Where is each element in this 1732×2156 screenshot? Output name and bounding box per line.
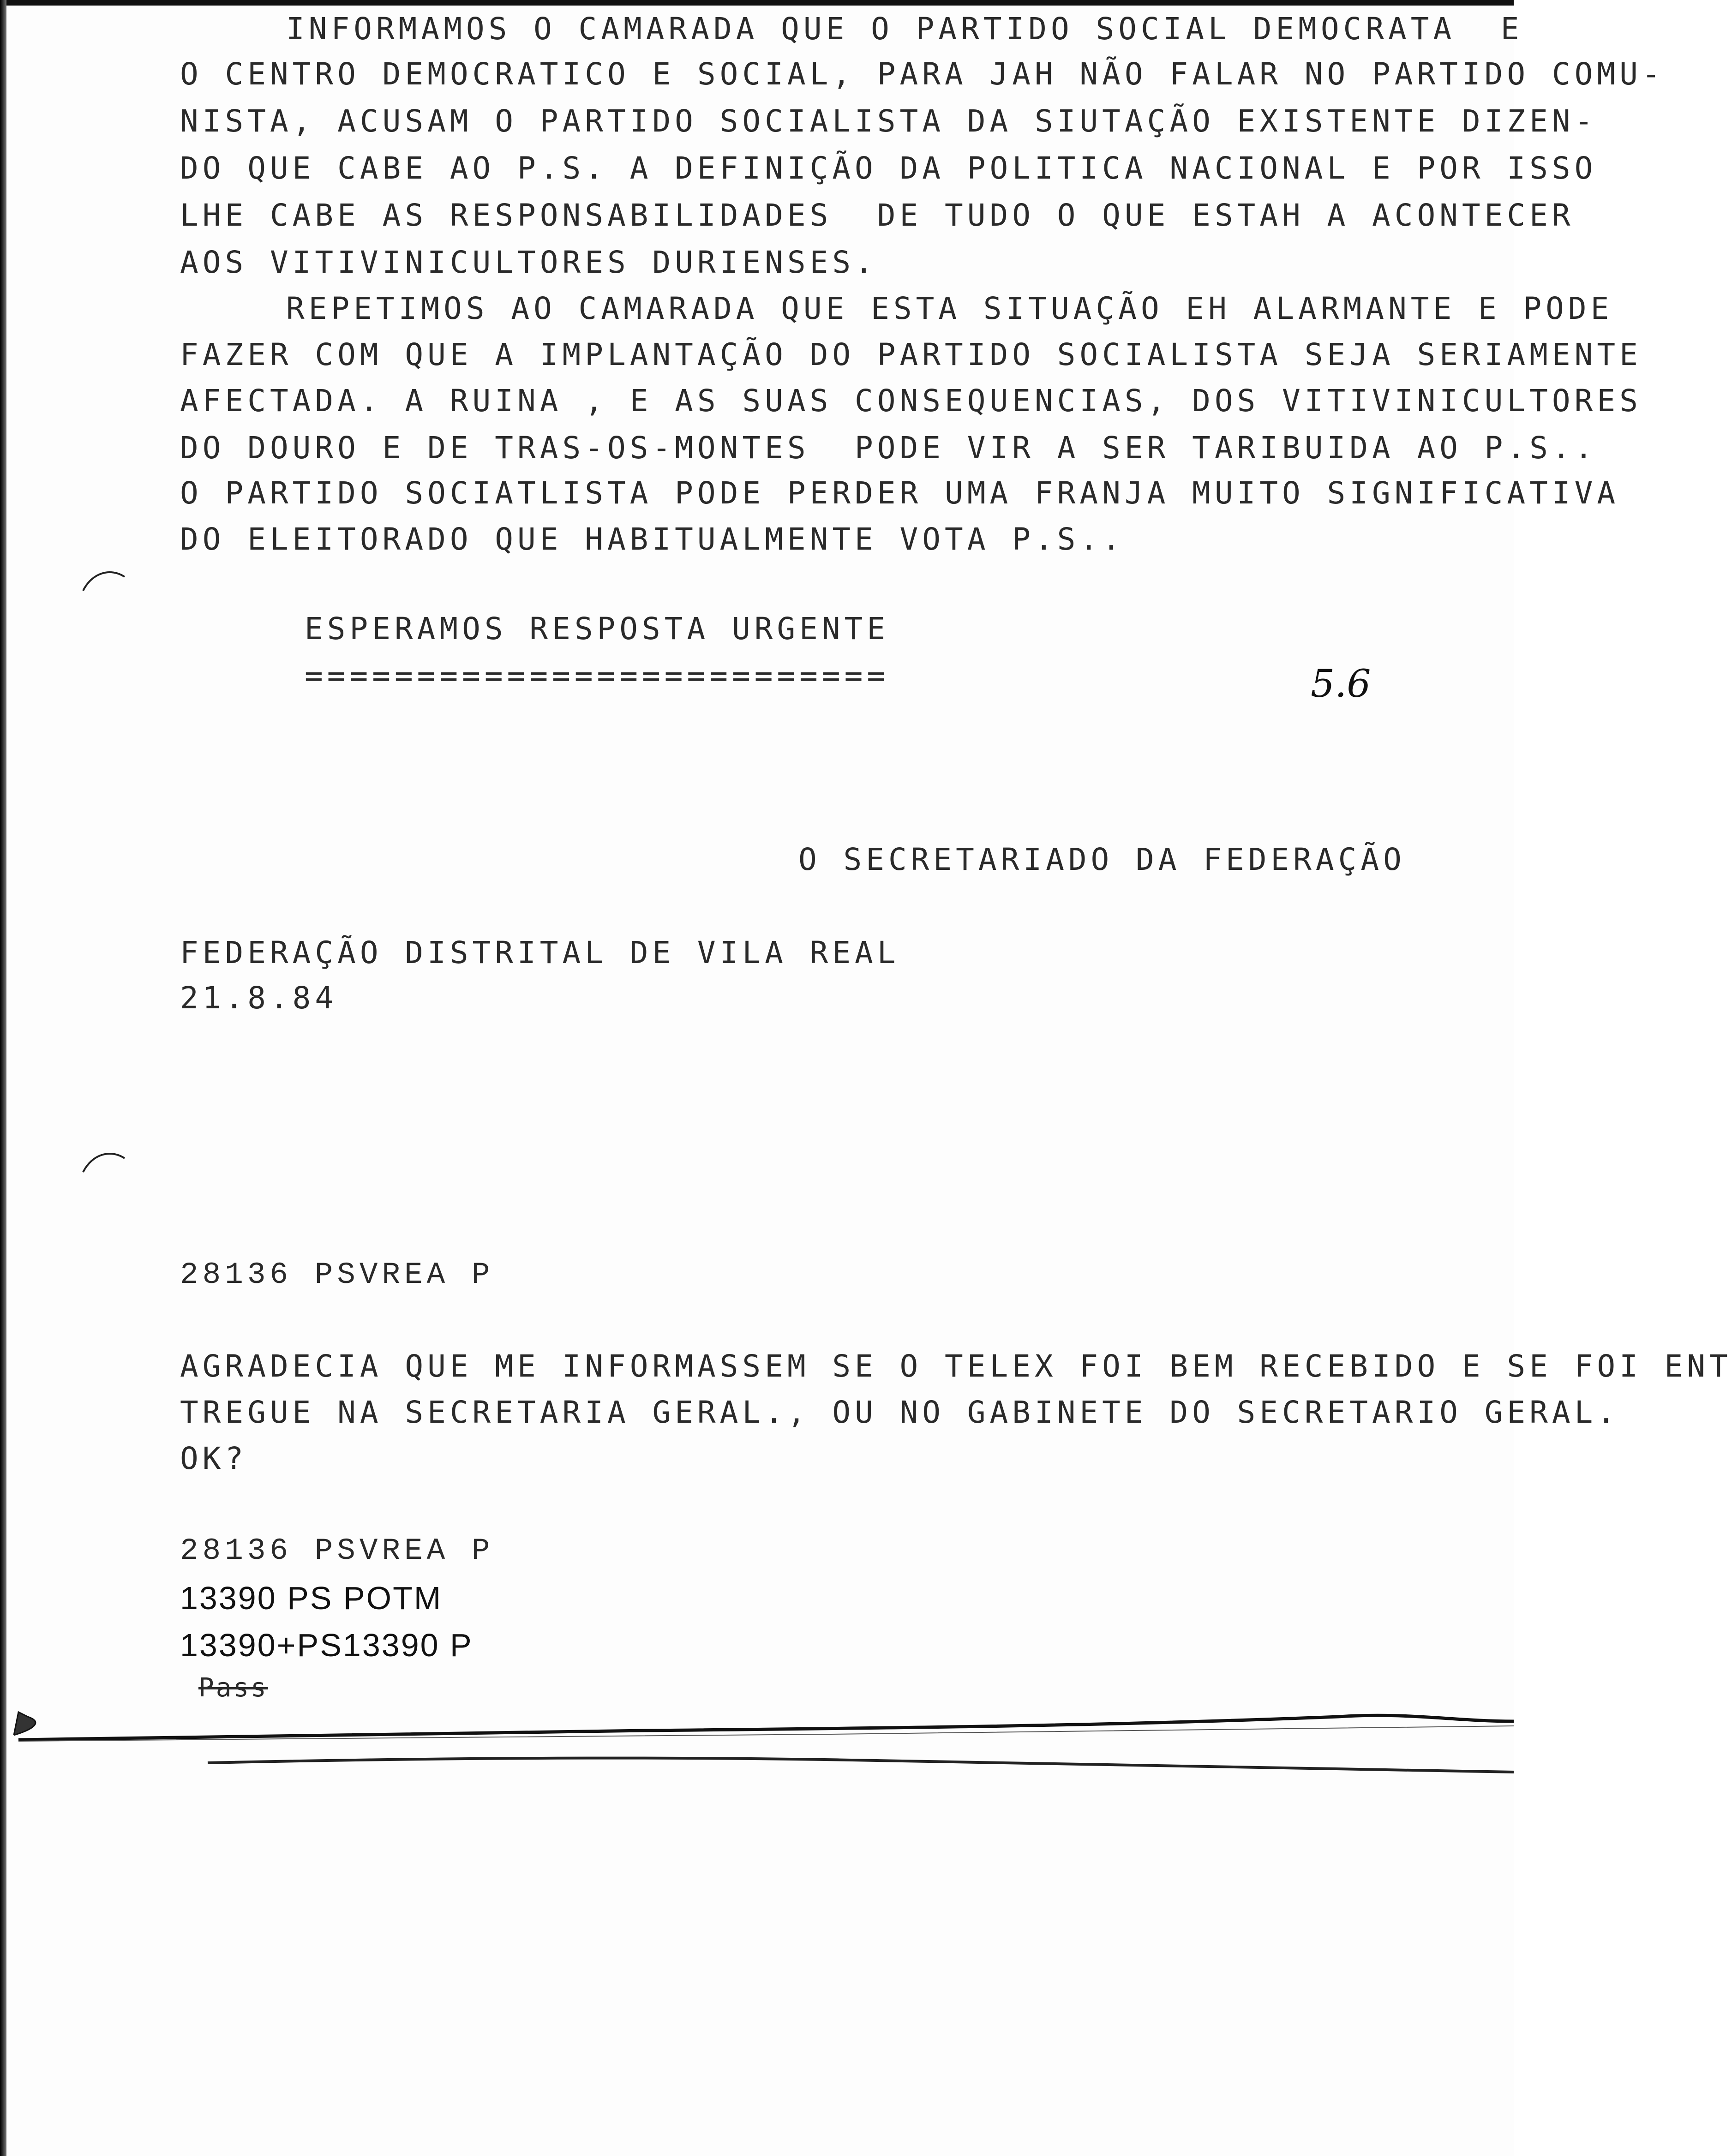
followup-line-3: OK? — [180, 1441, 248, 1476]
scan-artifact — [78, 563, 134, 595]
body-line-6: AOS VITIVINICULTORES DURIENSES. — [180, 245, 877, 280]
telex-answerback: 28136 PSVREA P — [180, 1533, 494, 1568]
torn-paper-edge — [0, 1707, 1514, 1827]
top-border — [0, 0, 1514, 6]
body-line-4: DO QUE CABE AO P.S. A DEFINIÇÃO DA POLITICA NACIONAL E POR ISSO — [180, 150, 1597, 186]
body-line-8: FAZER COM QUE A IMPLANTAÇÃO DO PARTIDO SOCIALISTA SEJA SERIAMENTE — [180, 337, 1642, 372]
followup-line-2: TREGUE NA SECRETARIA GERAL., OU NO GABINETE DO SECRETARIO GERAL. — [180, 1395, 1620, 1430]
telex-answerback: 28136 PSVREA P — [180, 1258, 494, 1292]
body-line-5: LHE CABE AS RESPONSABILIDADES DE TUDO O QUE ESTAH A ACONTECER — [180, 198, 1575, 233]
signature-block: O SECRETARIADO DA FEDERAÇÃO — [798, 842, 1406, 877]
message-date: 21.8.84 — [180, 980, 338, 1016]
body-line-11: O PARTIDO SOCIATLISTA PODE PERDER UMA FRANJA MUITO SIGNIFICATIVA — [180, 475, 1620, 511]
sender-federation: FEDERAÇÃO DISTRITAL DE VILA REAL — [180, 935, 900, 970]
handwritten-number: 5.6 — [1311, 662, 1371, 706]
followup-line-1: AGRADECIA QUE ME INFORMASSEM SE O TELEX FOI BEM RECEBIDO E SE FOI ENT — [180, 1348, 1732, 1384]
body-line-9: AFECTADA. A RUINA , E AS SUAS CONSEQUENCIAS, DOS VITIVINICULTORES — [180, 383, 1642, 419]
scan-artifact — [78, 1144, 134, 1177]
urgent-response-underline: ========================== — [305, 658, 890, 694]
body-line-2: O CENTRO DEMOCRATICO E SOCIAL, PARA JAH NÃO FALAR NO PARTIDO COMU- — [180, 56, 1665, 92]
body-line-1: INFORMAMOS O CAMARADA QUE O PARTIDO SOCIAL DEMOCRATA E — [286, 11, 1523, 47]
telex-answerback: Pass — [198, 1673, 268, 1703]
telex-answerback: 13390 PS POTM — [180, 1580, 443, 1616]
body-line-3: NISTA, ACUSAM O PARTIDO SOCIALISTA DA SIUTAÇÃO EXISTENTE DIZEN- — [180, 103, 1597, 139]
left-scan-edge — [0, 0, 6, 2156]
telex-answerback: 13390+PS13390 P — [180, 1627, 473, 1663]
body-line-7: REPETIMOS AO CAMARADA QUE ESTA SITUAÇÃO EH ALARMANTE E PODE — [286, 291, 1613, 326]
body-line-10: DO DOURO E DE TRAS-OS-MONTES PODE VIR A SER TARIBUIDA AO P.S.. — [180, 430, 1597, 466]
urgent-response-request: ESPERAMOS RESPOSTA URGENTE — [305, 611, 890, 647]
body-line-12: DO ELEITORADO QUE HABITUALMENTE VOTA P.S.. — [180, 521, 1125, 557]
